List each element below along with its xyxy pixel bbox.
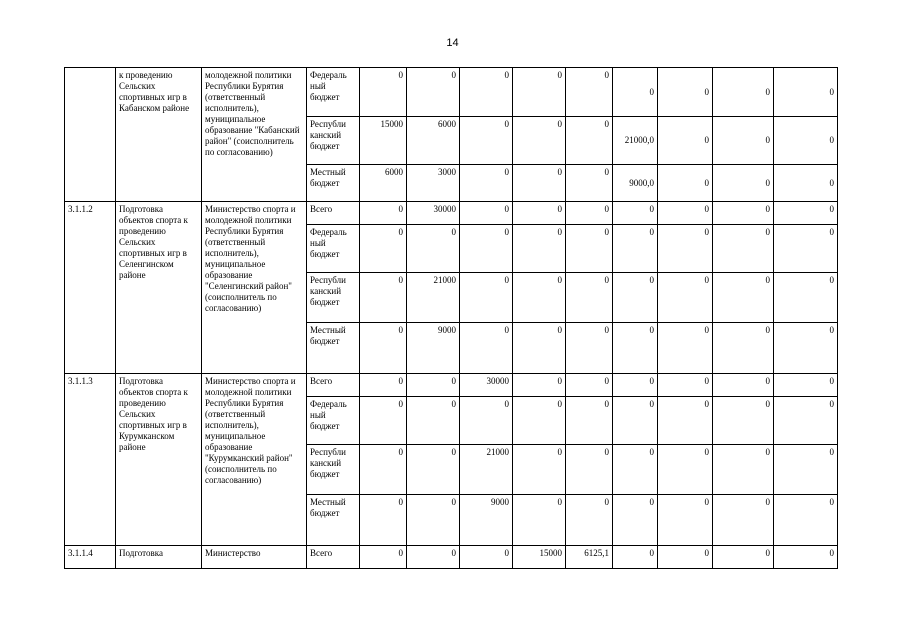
- cell-value: 3000: [407, 165, 460, 202]
- cell-value: 0: [774, 202, 838, 225]
- cell-value: 0: [774, 397, 838, 445]
- cell-value: 0: [360, 68, 407, 117]
- cell-value: 0: [460, 202, 513, 225]
- cell-value: 0: [360, 323, 407, 374]
- cell-value: 0: [360, 445, 407, 495]
- cell-executor: Министерство: [202, 546, 307, 569]
- cell-value: 0: [513, 273, 566, 323]
- cell-value: 0: [713, 68, 774, 117]
- cell-value: 6000: [407, 117, 460, 165]
- cell-value: 21000: [407, 273, 460, 323]
- cell-value: 6125,1: [566, 546, 613, 569]
- cell-value: 21000: [460, 445, 513, 495]
- cell-value: 0: [613, 397, 658, 445]
- cell-value: 0: [613, 495, 658, 546]
- cell-value: 0: [613, 225, 658, 273]
- cell-source: Всего: [307, 202, 360, 225]
- cell-value: 0: [658, 68, 713, 117]
- cell-value: 0: [713, 165, 774, 202]
- cell-source: Всего: [307, 374, 360, 397]
- cell-value: 0: [407, 495, 460, 546]
- cell-value: 0: [613, 202, 658, 225]
- cell-value: 0: [713, 323, 774, 374]
- cell-name: Подготовка объектов спорта к проведению Сельских спортивных игр в Селенгинском районе: [116, 202, 202, 374]
- cell-executor: молодежной политики Республики Бурятия (ответственный исполнитель), муниципальное образование "Кабанский район" (соисполнитель по согласованию): [202, 68, 307, 202]
- cell-value: 0: [566, 397, 613, 445]
- cell-value: 0: [713, 202, 774, 225]
- table-row: [65, 68, 838, 117]
- cell-value: 0: [407, 225, 460, 273]
- cell-value: 0: [713, 117, 774, 165]
- cell-value: 0: [774, 117, 838, 165]
- cell-value: 0: [566, 68, 613, 117]
- cell-name: Подготовка объектов спорта к проведению Сельских спортивных игр в Курумканском районе: [116, 374, 202, 546]
- cell-source: Республи канский бюджет: [307, 445, 360, 495]
- cell-value: 0: [658, 374, 713, 397]
- cell-value: 0: [460, 165, 513, 202]
- cell-value: 0: [513, 202, 566, 225]
- cell-value: 0: [513, 117, 566, 165]
- cell-value: 30000: [407, 202, 460, 225]
- cell-value: 0: [360, 546, 407, 569]
- cell-value: 15000: [513, 546, 566, 569]
- cell-value: 0: [713, 225, 774, 273]
- cell-source: Местный бюджет: [307, 323, 360, 374]
- cell-value: 0: [460, 397, 513, 445]
- cell-value: 0: [774, 374, 838, 397]
- cell-value: 0: [713, 495, 774, 546]
- cell-value: 0: [774, 445, 838, 495]
- cell-value: 9000: [407, 323, 460, 374]
- cell-source: Местный бюджет: [307, 495, 360, 546]
- table-row: [65, 374, 838, 397]
- cell-value: 0: [713, 397, 774, 445]
- page-number: 14: [446, 37, 459, 49]
- cell-value: 21000,0: [613, 117, 658, 165]
- cell-value: 0: [613, 374, 658, 397]
- cell-value: 0: [658, 323, 713, 374]
- cell-value: 9000: [460, 495, 513, 546]
- cell-value: 0: [658, 225, 713, 273]
- cell-value: 0: [460, 273, 513, 323]
- cell-code: 3.1.1.2: [65, 202, 116, 374]
- table-row: [65, 546, 838, 569]
- cell-source: Республи канский бюджет: [307, 273, 360, 323]
- cell-value: 0: [613, 445, 658, 495]
- cell-value: 0: [566, 495, 613, 546]
- cell-value: 0: [658, 202, 713, 225]
- cell-value: 0: [407, 397, 460, 445]
- cell-value: 0: [658, 117, 713, 165]
- cell-value: 0: [658, 445, 713, 495]
- cell-value: 0: [360, 495, 407, 546]
- cell-value: 0: [613, 546, 658, 569]
- cell-value: 0: [460, 225, 513, 273]
- cell-value: 0: [360, 225, 407, 273]
- cell-value: 0: [513, 68, 566, 117]
- cell-value: 0: [566, 225, 613, 273]
- cell-name: Подготовка: [116, 546, 202, 569]
- cell-value: 0: [774, 323, 838, 374]
- cell-value: 0: [658, 397, 713, 445]
- cell-value: 0: [774, 495, 838, 546]
- cell-value: 0: [513, 323, 566, 374]
- table-row: [65, 202, 838, 225]
- budget-table: [64, 67, 838, 569]
- cell-value: 0: [566, 117, 613, 165]
- cell-source: Федераль ный бюджет: [307, 68, 360, 117]
- cell-value: 0: [360, 273, 407, 323]
- cell-value: 0: [774, 165, 838, 202]
- cell-value: 0: [774, 68, 838, 117]
- cell-value: 0: [460, 323, 513, 374]
- cell-value: 0: [407, 374, 460, 397]
- cell-value: 0: [513, 165, 566, 202]
- cell-value: 0: [360, 397, 407, 445]
- cell-value: 0: [774, 273, 838, 323]
- cell-value: 0: [566, 202, 613, 225]
- cell-value: 0: [774, 225, 838, 273]
- cell-value: 0: [658, 495, 713, 546]
- cell-value: 0: [613, 273, 658, 323]
- cell-name: к проведению Сельских спортивных игр в Кабанском районе: [116, 68, 202, 202]
- cell-value: 0: [566, 445, 613, 495]
- cell-value: 0: [513, 397, 566, 445]
- cell-value: 0: [513, 374, 566, 397]
- cell-value: 0: [658, 273, 713, 323]
- cell-code: [65, 68, 116, 202]
- cell-value: 0: [658, 546, 713, 569]
- cell-value: 0: [460, 68, 513, 117]
- cell-value: 0: [713, 273, 774, 323]
- cell-executor: Министерство спорта и молодежной политики Республики Бурятия (ответственный исполнитель), муниципальное образование "Курумканский район" (соисполнитель по согласованию): [202, 374, 307, 546]
- cell-value: 0: [513, 495, 566, 546]
- cell-executor: Министерство спорта и молодежной политики Республики Бурятия (ответственный исполнитель), муниципальное образование "Селенгинский район" (соисполнитель по согласованию): [202, 202, 307, 374]
- cell-value: 0: [713, 374, 774, 397]
- cell-source: Федераль ный бюджет: [307, 397, 360, 445]
- cell-value: 0: [513, 445, 566, 495]
- cell-source: Республи канский бюджет: [307, 117, 360, 165]
- cell-value: 0: [566, 273, 613, 323]
- cell-value: 0: [566, 374, 613, 397]
- cell-value: 0: [360, 374, 407, 397]
- cell-value: 0: [713, 546, 774, 569]
- cell-value: 0: [407, 445, 460, 495]
- cell-value: 9000,0: [613, 165, 658, 202]
- cell-source: Всего: [307, 546, 360, 569]
- cell-value: 0: [513, 225, 566, 273]
- cell-value: 0: [460, 546, 513, 569]
- cell-source: Местный бюджет: [307, 165, 360, 202]
- cell-value: 15000: [360, 117, 407, 165]
- cell-value: 0: [566, 323, 613, 374]
- cell-value: 0: [566, 165, 613, 202]
- cell-value: 0: [774, 546, 838, 569]
- cell-value: 0: [360, 202, 407, 225]
- cell-value: 0: [613, 323, 658, 374]
- cell-value: 0: [460, 117, 513, 165]
- cell-code: 3.1.1.4: [65, 546, 116, 569]
- cell-source: Федераль ный бюджет: [307, 225, 360, 273]
- cell-value: 6000: [360, 165, 407, 202]
- cell-value: 0: [613, 68, 658, 117]
- cell-value: 0: [407, 68, 460, 117]
- cell-code: 3.1.1.3: [65, 374, 116, 546]
- cell-value: 30000: [460, 374, 513, 397]
- cell-value: 0: [407, 546, 460, 569]
- cell-value: 0: [658, 165, 713, 202]
- cell-value: 0: [713, 445, 774, 495]
